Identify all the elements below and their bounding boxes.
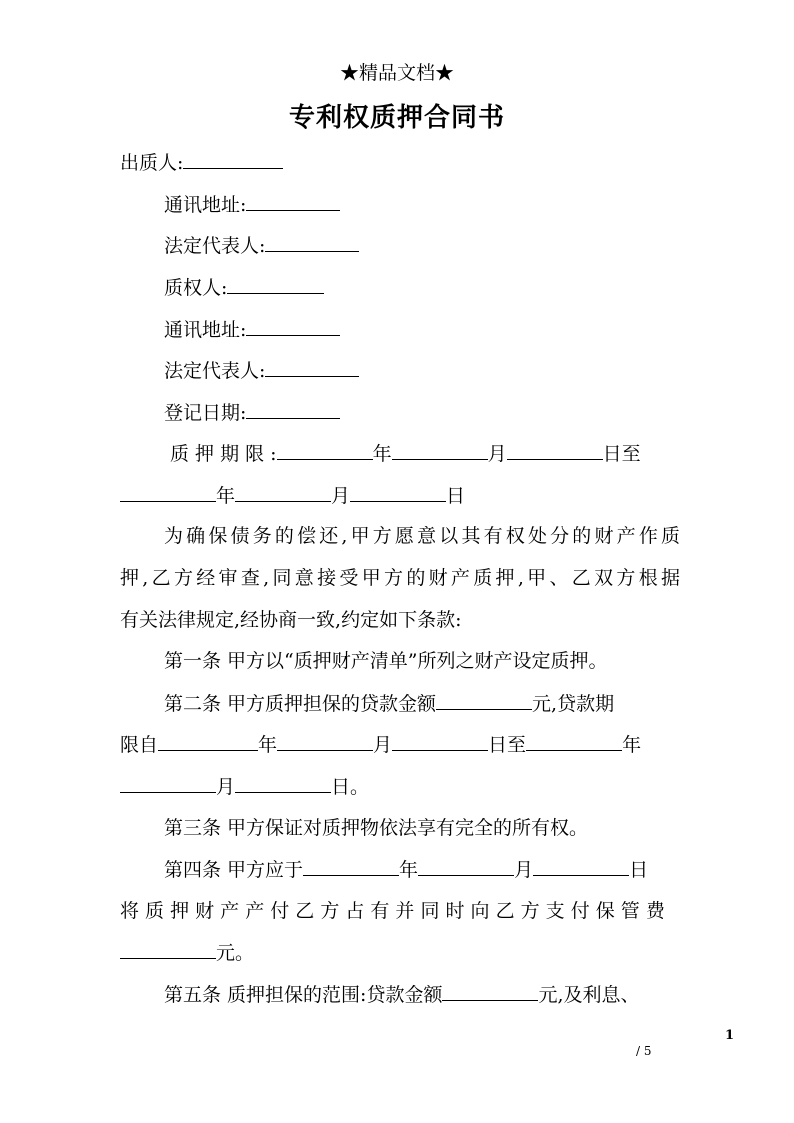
article-1: 第一条 甲方以“质押财产清单”所列之财产设定质押。	[164, 650, 608, 672]
pledgor-blank	[183, 149, 283, 169]
address-blank-2	[246, 316, 340, 336]
term-end-month-blank	[235, 482, 331, 502]
legal-rep-label-2: 法定代表人:	[164, 360, 266, 382]
loan-end-day-blank	[235, 773, 331, 793]
address-line-2	[164, 316, 680, 342]
address-blank-1	[246, 191, 340, 211]
term-month: 月	[487, 443, 507, 465]
pledgor-line	[120, 149, 680, 175]
article-5-line-1	[164, 981, 680, 1007]
pledgee-label: 质权人:	[164, 277, 228, 299]
article-4-text-c: 元。	[216, 942, 255, 964]
pledgor-label: 出质人:	[120, 152, 184, 174]
term-end-year: 年	[216, 485, 236, 507]
loan-start-month: 月	[373, 734, 393, 756]
pledgee-line	[164, 274, 680, 300]
delivery-month: 月	[514, 859, 534, 881]
address-line-1	[164, 191, 680, 217]
term-end-day-blank	[350, 482, 446, 502]
loan-end-year: 年	[622, 734, 642, 756]
legal-rep-line-1	[164, 232, 680, 258]
delivery-day-blank	[533, 856, 629, 876]
term-day-to: 日至	[602, 443, 641, 465]
term-year: 年	[372, 443, 392, 465]
legal-rep-blank-2	[265, 357, 359, 377]
register-date-label: 登记日期:	[164, 402, 247, 424]
guarantee-amount-blank	[442, 981, 538, 1001]
preamble-line-2: 押,乙方经审查,同意接受甲方的财产质押,甲、乙双方根据	[120, 567, 680, 589]
loan-start-month-blank	[277, 731, 373, 751]
header-mark: ★精品文档★	[339, 62, 454, 84]
register-date-blank	[246, 399, 340, 419]
document-title: 专利权质押合同书	[288, 103, 505, 133]
article-5-text: 第五条 质押担保的范围:贷款金额	[164, 984, 443, 1006]
loan-start-day-to: 日至	[488, 734, 527, 756]
term-month-blank	[392, 440, 488, 460]
address-label-1: 通讯地址:	[164, 194, 247, 216]
article-2-line-2	[120, 731, 680, 757]
loan-start-year: 年	[258, 734, 278, 756]
delivery-day: 日	[629, 859, 649, 881]
loan-end-month-blank	[120, 773, 216, 793]
preamble-line-1: 为确保债务的偿还,甲方愿意以其有权处分的财产作质	[164, 525, 680, 547]
address-label-2: 通讯地址:	[164, 319, 247, 341]
article-2-line-3	[120, 773, 680, 799]
loan-end-month: 月	[216, 776, 236, 798]
loan-start-day-blank	[392, 731, 488, 751]
legal-rep-line-2	[164, 357, 680, 383]
delivery-month-blank	[418, 856, 514, 876]
term-end-year-blank	[120, 482, 216, 502]
term-end-month: 月	[331, 485, 351, 507]
loan-start-year-blank	[158, 731, 258, 751]
loan-end-year-blank	[526, 731, 622, 751]
delivery-year: 年	[399, 859, 419, 881]
article-3: 第三条 甲方保证对质押物依法享有完全的所有权。	[164, 817, 589, 839]
page-total: / 5	[636, 1044, 652, 1058]
article-2-line-1	[164, 690, 680, 716]
article-4-line-2: 将 质 押 财 产 产 付 乙 方 占 有 并 同 时 向 乙 方 支 付 保 管 费	[120, 900, 665, 922]
term-line-2	[120, 482, 680, 508]
article-4-line-3	[120, 939, 680, 965]
article-5-text-b: 元,及利息、	[538, 984, 640, 1006]
storage-fee-blank	[120, 939, 216, 959]
article-2-text-c: 限自	[120, 734, 159, 756]
pledgee-blank	[227, 274, 324, 294]
delivery-year-blank	[303, 856, 399, 876]
article-4-line-1	[164, 856, 680, 882]
article-4-text: 第四条 甲方应于	[164, 859, 304, 881]
preamble-line-3: 有关法律规定,经协商一致,约定如下条款:	[120, 609, 462, 631]
term-year-blank	[277, 440, 373, 460]
term-line	[170, 440, 680, 466]
article-2-text: 第二条 甲方质押担保的贷款金额	[164, 693, 437, 715]
loan-amount-blank	[436, 690, 532, 710]
term-end-day: 日	[446, 485, 466, 507]
loan-end-day: 日。	[331, 776, 370, 798]
register-date-line	[164, 399, 680, 425]
term-label: 质 押 期 限 :	[170, 443, 277, 465]
term-day-blank	[507, 440, 603, 460]
legal-rep-label-1: 法定代表人:	[164, 235, 266, 257]
article-2-text-b: 元,贷款期	[532, 693, 615, 715]
page-number: 1	[725, 1028, 735, 1043]
legal-rep-blank-1	[265, 232, 359, 252]
